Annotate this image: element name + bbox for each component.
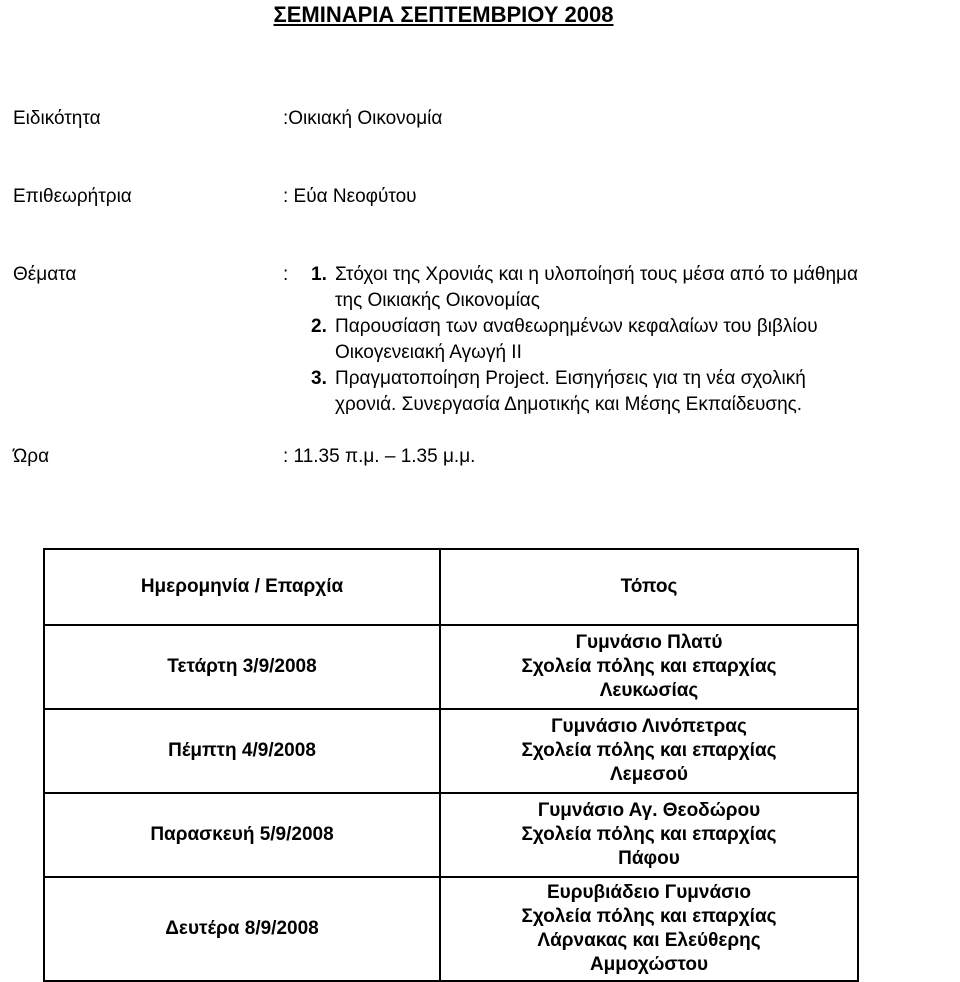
topics-list [283, 262, 960, 418]
time-label: Ώρα [13, 446, 50, 467]
place-line: Πάφου [618, 848, 680, 869]
row-date: Δευτέρα 8/9/2008 [44, 877, 440, 981]
page-title: ΣΕΜΙΝΑΡΙΑ ΣΕΠΤΕΜΒΡΙΟΥ 2008 [273, 2, 614, 27]
place-line: Σχολεία πόλης και επαρχίας [521, 656, 777, 677]
specialty-label: Ειδικότητα [13, 108, 101, 129]
table-row [44, 709, 858, 793]
place-line: Σχολεία πόλης και επαρχίας [521, 906, 777, 927]
schedule-table [43, 548, 859, 982]
header-place: Τόπος [440, 549, 858, 625]
topic-number: 3. [311, 368, 327, 389]
topic-item [283, 366, 960, 418]
place-line: Γυμνάσιο Λινόπετρας [551, 716, 747, 737]
topics-label: Θέματα [13, 264, 77, 285]
table-row [44, 625, 858, 709]
row-date: Παρασκευή 5/9/2008 [44, 793, 440, 877]
place-line: Αμμοχώστου [589, 954, 709, 975]
row-place [440, 625, 858, 709]
place-line: Ευρυβιάδειο Γυμνάσιο [546, 882, 752, 903]
table-row [44, 877, 858, 981]
place-line: Λευκωσίας [599, 680, 699, 701]
topic-number: 2. [311, 316, 327, 337]
row-date: Τετάρτη 3/9/2008 [44, 625, 440, 709]
table-header-row [44, 549, 858, 625]
specialty-value: :Οικιακή Οικονομία [283, 108, 443, 129]
topic-line: Στόχοι της Χρονιάς και η υλοποίησή τους μέσα από το μάθημα [335, 264, 858, 285]
place-line: Σχολεία πόλης και επαρχίας [521, 740, 777, 761]
row-place [440, 709, 858, 793]
row-place [440, 793, 858, 877]
topic-line: Οικογενειακή Αγωγή ΙΙ [335, 342, 522, 363]
topic-line: της Οικιακής Οικονομίας [335, 290, 540, 311]
row-place [440, 877, 858, 981]
time-value: : 11.35 π.μ. – 1.35 μ.μ. [283, 446, 476, 467]
topic-item [283, 262, 960, 314]
place-line: Λεμεσού [610, 764, 688, 785]
topic-item [283, 314, 960, 366]
topic-line: Παρουσίαση των αναθεωρημένων κεφαλαίων του βιβλίου [335, 316, 818, 337]
topic-number: 1. [311, 264, 327, 285]
place-line: Γυμνάσιο Πλατύ [575, 632, 723, 653]
place-line: Λάρνακας και Ελεύθερης [537, 930, 761, 951]
place-line: Σχολεία πόλης και επαρχίας [521, 824, 777, 845]
topics-colon: : [283, 264, 289, 285]
place-line: Γυμνάσιο Αγ. Θεοδώρου [537, 800, 761, 821]
inspector-label: Επιθεωρήτρια [13, 186, 132, 207]
topic-line: Πραγματοποίηση Project. Εισηγήσεις για τη νέα σχολική [335, 368, 806, 389]
topic-line: χρονιά. Συνεργασία Δημοτικής και Μέσης Εκπαίδευσης. [335, 394, 803, 415]
table-row [44, 793, 858, 877]
row-date: Πέμπτη 4/9/2008 [44, 709, 440, 793]
header-date-region: Ημερομηνία / Επαρχία [44, 549, 440, 625]
inspector-value: : Εύα Νεοφύτου [283, 186, 417, 207]
